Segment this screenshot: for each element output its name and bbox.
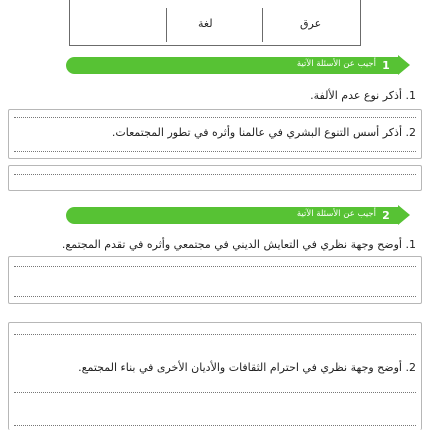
chevron-icon — [398, 205, 410, 225]
answer-line — [14, 117, 416, 118]
chevron-icon — [398, 55, 410, 75]
answer-line — [14, 174, 416, 175]
question-text: أذكر أسس التنوع البشري في عالمنا وأثره في تطور المجتمعات. — [111, 126, 402, 139]
table-divider — [166, 8, 167, 42]
answer-box-1-2[interactable] — [8, 165, 422, 191]
question-text: أذكر نوع عدم الألفة. — [310, 89, 402, 102]
question-1-2: 2. أذكر أسس التنوع البشري في عالمنا وأثره في تطور المجتمعات. — [111, 126, 416, 139]
answer-line — [14, 425, 416, 426]
answer-box-2-2[interactable] — [8, 322, 422, 430]
answer-line — [14, 392, 416, 393]
section-2-heading — [66, 207, 398, 224]
question-2-2: 2. أوضح وجهة نظري في احترام الثقافات والأديان الأخرى في بناء المجتمع. — [78, 361, 416, 374]
question-number: 1 — [409, 89, 416, 102]
question-number: 2 — [409, 361, 416, 374]
answer-line — [14, 296, 416, 297]
table-label: لغة — [198, 17, 213, 30]
question-1-1: 1. أذكر نوع عدم الألفة. — [310, 89, 416, 102]
top-table — [69, 0, 361, 46]
question-text: أوضح وجهة نظري في احترام الثقافات والأديان الأخرى في بناء المجتمع. — [78, 361, 402, 374]
section-2-title: أجيب عن الأسئلة الآتية — [296, 209, 376, 219]
table-label: عرق — [300, 17, 322, 30]
answer-line — [14, 334, 416, 335]
answer-line — [14, 266, 416, 267]
section-1-title: أجيب عن الأسئلة الآتية — [296, 59, 376, 69]
question-number: 1 — [409, 238, 416, 251]
question-text: أوضح وجهة نظري في التعايش الديني في مجتمعي وأثره في تقدم المجتمع. — [61, 238, 402, 251]
question-2-1: 1. أوضح وجهة نظري في التعايش الديني في مجتمعي وأثره في تقدم المجتمع. — [61, 238, 416, 251]
answer-line — [14, 151, 416, 152]
table-divider — [262, 8, 263, 42]
question-number: 2 — [409, 126, 416, 139]
section-1-heading — [66, 57, 398, 74]
section-2-number: 2 — [382, 209, 390, 222]
section-1-number: 1 — [382, 59, 390, 72]
